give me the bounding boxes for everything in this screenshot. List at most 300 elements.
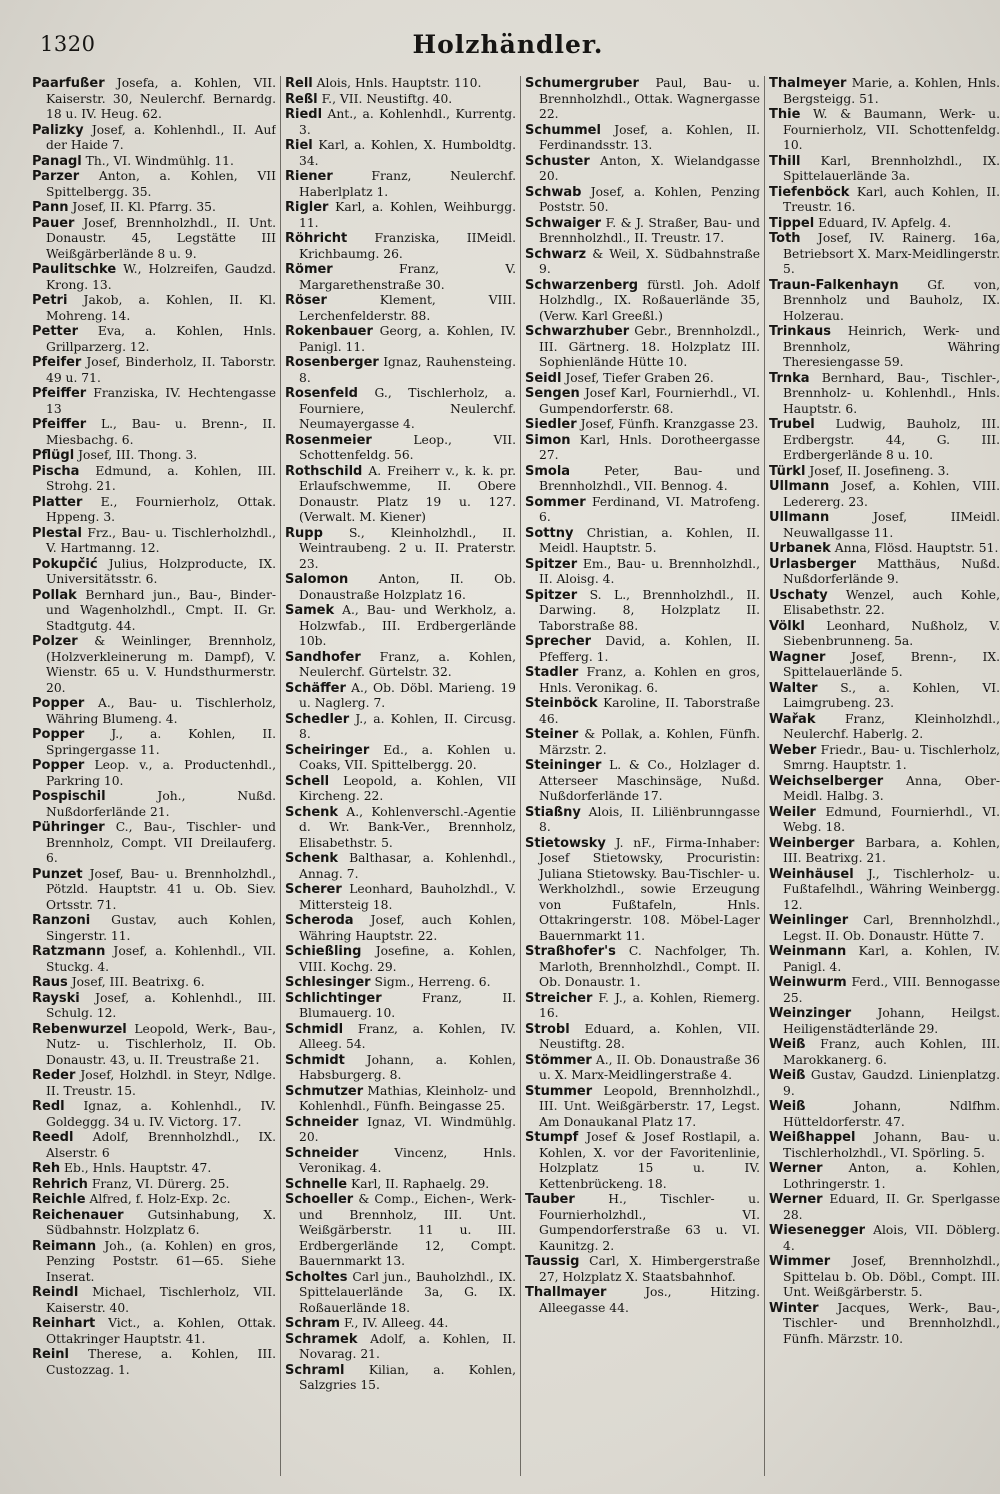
directory-entry (32, 727, 276, 758)
directory-entry (769, 619, 1000, 650)
directory-entry (769, 1068, 1000, 1099)
entry-name: Weiß (769, 1068, 806, 1083)
entry-details: Kilian, a. Kohlen, Salzgries 15. (299, 1362, 516, 1392)
entry-details: Alfred, f. Holz-Exp. 2c. (89, 1192, 231, 1206)
directory-entry (32, 1130, 276, 1161)
entry-name: Thill (769, 153, 801, 169)
entry-name: Straßhofer's (525, 944, 616, 959)
directory-entry (525, 433, 760, 464)
entry-details: Ignaz, Rauhensteing. 8. (299, 355, 516, 385)
directory-entry (32, 417, 276, 448)
directory-entry (525, 386, 760, 417)
entry-details: A., II. Ob. Donaustraße 36 u. X. Marx-Meidlingerstraße 4. (539, 1052, 760, 1082)
entry-details: Johann, Heilgst. Heiligenstädterlände 29. (783, 1006, 1000, 1036)
entry-name: Reßl (285, 91, 318, 107)
entry-name: Pfeiffer (32, 386, 87, 401)
entry-details: L., Bau- u. Brenn-, II. Miesbachg. 6. (46, 417, 276, 447)
entry-details: J. nF., Firma-Inhaber: Josef Stietowsky, Procuristin: Juliana Stietowsky. Bau-Tischler- u. Werkholzhdl., sowie Erzeugung von Fußtafeln, Hnls. Ottakringerstr. 108. Möbel-Lager Bauernmarkt 11. (539, 835, 760, 943)
entry-details: Josef, a. Kohlenhdl., III. Schulg. 12. (46, 990, 276, 1020)
entry-details: Ant., a. Kohlenhdl., Kurrentg. 3. (299, 107, 516, 137)
directory-entry (285, 355, 516, 386)
entry-name: Trinkaus (769, 324, 831, 339)
directory-entry (769, 1037, 1000, 1068)
entry-name: Stiaßny (525, 804, 581, 820)
entry-name: Schießling (285, 944, 362, 959)
entry-name: Rayski (32, 990, 80, 1006)
entry-details: Ferd., VIII. Bennogasse 25. (783, 975, 1000, 1005)
directory-entry (32, 789, 276, 820)
entry-details: W. & Baumann, Werk- u. Fournierholz, VII. Schottenfeldg. 10. (783, 107, 1000, 152)
entry-name: Strobl (525, 1021, 570, 1037)
entry-details: Leonhard, Nußholz, V. Siebenbrunneng. 5a. (783, 618, 1000, 648)
entry-name: Pfeiffer (32, 417, 87, 432)
entry-name: Ullmann (769, 479, 830, 494)
entry-name: Trnka (769, 370, 810, 386)
directory-entry (285, 386, 516, 433)
entry-name: Petri (32, 293, 68, 308)
entry-details: Franz, VI. Dürerg. 25. (91, 1176, 230, 1191)
directory-entry (32, 355, 276, 386)
entry-details: Josef, Holzhdl. in Steyr, Ndlge. II. Treustr. 15. (46, 1068, 276, 1098)
directory-entry (525, 154, 760, 185)
entry-name: Wimmer (769, 1254, 831, 1269)
directory-entry (32, 495, 276, 526)
entry-name: Ratzmann (32, 944, 106, 959)
entry-details: A. Freiherr v., k. k. pr. Erlaufschwemme, II. Obere Donaustr. Platz 19 u. 127. (Verwalt. M. Kiener) (299, 463, 516, 524)
entry-name: Röhricht (285, 231, 348, 246)
entry-details: & Comp., Eichen-, Werk- und Brennholz, III. Unt. Weißgärberstr. 11 u. III. Erdbergerlände 12, Compt. Bauernmarkt 13. (299, 1192, 516, 1268)
entry-name: Schummel (525, 122, 601, 138)
directory-entry (32, 1099, 276, 1130)
entry-details: Carl jun., Bauholzhdl., IX. Spittelauerlände 3a, G. IX. Roßauerlände 18. (299, 1269, 516, 1315)
entry-details: A., Ob. Döbl. Marieng. 19 u. Naglerg. 7. (299, 680, 516, 710)
entry-details: Josef, Tiefer Graben 26. (565, 370, 714, 385)
directory-entry (525, 758, 760, 805)
entry-details: Franz, II. Blumauerg. 10. (299, 990, 516, 1020)
entry-name: Scholtes (285, 1269, 348, 1285)
entry-name: Stumpf (525, 1130, 579, 1145)
directory-entry (32, 154, 276, 170)
directory-entry (525, 247, 760, 278)
directory-entry (32, 76, 276, 123)
entry-name: Weinlinger (769, 913, 849, 928)
entry-name: Sottny (525, 525, 574, 541)
entry-name: Schlesinger (285, 975, 371, 990)
entry-name: Urlasberger (769, 556, 857, 572)
entry-details: Josef Karl, Fournierhdl., VI. Gumpendorferstr. 68. (539, 386, 760, 416)
directory-entry (525, 371, 760, 387)
entry-name: Popper (32, 727, 85, 742)
entry-name: Paarfußer (32, 76, 105, 91)
directory-entry (32, 696, 276, 727)
directory-entry (285, 1270, 516, 1317)
directory-entry (769, 1099, 1000, 1130)
directory-entry (285, 293, 516, 324)
entry-details: Josef, auch Kohlen, Währing Hauptstr. 22. (299, 913, 516, 943)
entry-details: Eduard, a. Kohlen, VII. Neustiftg. 28. (539, 1021, 760, 1051)
entry-name: Tiefenböck (769, 184, 850, 200)
entry-name: Plestal (32, 525, 82, 541)
entry-name: Pfeifer (32, 355, 82, 370)
directory-entry (769, 154, 1000, 185)
entry-details: Karl, a. Kohlen, Weihburgg. 11. (299, 200, 516, 230)
directory-entry (285, 743, 516, 774)
entry-name: Reichle (32, 1192, 86, 1207)
entry-name: Platter (32, 494, 83, 510)
entry-details: G., Tischlerholz, a. Fourniere, Neulerchf. Neumayergasse 4. (299, 386, 516, 431)
entry-details: Josef, a. Kohlenhdl., VII. Stuckg. 4. (46, 944, 276, 974)
directory-entry (285, 1084, 516, 1115)
entry-details: Michael, Tischlerholz, VII. Kaiserstr. 40. (46, 1285, 276, 1315)
entry-name: Smola (525, 463, 571, 479)
directory-entry (32, 464, 276, 495)
entry-details: H., Tischler- u. Fournierholzhdl., VI. Gumpendorferstraße 63 u. VI. Kaunitzg. 2. (539, 1192, 760, 1253)
directory-entry (32, 1208, 276, 1239)
entry-name: Weber (769, 742, 817, 758)
entry-name: Sommer (525, 494, 586, 510)
entry-name: Toth (769, 231, 801, 246)
entry-name: Tippel (769, 215, 815, 231)
directory-entry (32, 262, 276, 293)
entry-details: Josef, Brennholzhdl., Spittelau b. Ob. Döbl., Compt. III. Unt. Weißgärberstr. 5. (783, 1254, 1000, 1299)
entry-name: Schoeller (285, 1192, 354, 1207)
entry-details: Georg, a. Kohlen, IV. Panigl. 11. (299, 324, 516, 354)
entry-details: Josef, IV. Rainerg. 16a, Betriebsort X. Marx-Meidlingerstr. 5. (783, 231, 1000, 276)
directory-entry (769, 216, 1000, 232)
directory-entry (32, 1022, 276, 1069)
directory-entry (525, 696, 760, 727)
entry-details: Balthasar, a. Kohlenhdl., Annag. 7. (299, 851, 516, 881)
directory-entry (285, 572, 516, 603)
column-4 (764, 76, 1000, 1476)
entry-details: Leopold, Werk-, Bau-, Nutz- u. Tischlerholz, II. Ob. Donaustr. 43, u. II. Treustraße 21. (46, 1021, 276, 1067)
entry-details: Eb., Hnls. Hauptstr. 47. (64, 1161, 212, 1175)
directory-entry (32, 867, 276, 914)
directory-entry (285, 262, 516, 293)
directory-entry (32, 991, 276, 1022)
entry-name: Schwarzenberg (525, 277, 638, 293)
entry-name: Völkl (769, 618, 805, 634)
entry-details: Joh., Nußd. Nußdorferlände 21. (46, 789, 276, 819)
entry-details: Alois, II. Liliënbrunngasse 8. (539, 804, 760, 834)
directory-entry (525, 588, 760, 635)
entry-details: Bernhard jun., Bau-, Binder- und Wagenholzhdl., Cmpt. II. Gr. Stadtgutg. 44. (46, 587, 276, 633)
entry-name: Weinmann (769, 944, 847, 959)
entry-details: Karoline, II. Taborstraße 46. (539, 696, 760, 726)
entry-name: Uschaty (769, 587, 828, 603)
entry-name: Winter (769, 1300, 819, 1316)
entry-details: Josef, II. Josefineng. 3. (809, 463, 950, 478)
entry-details: S., a. Kohlen, VI. Laimgrubeng. 23. (783, 680, 1000, 710)
entry-name: Urbanek (769, 541, 831, 556)
entry-details: & Weil, X. Südbahnstraße 9. (539, 246, 760, 276)
entry-name: Pann (32, 200, 69, 215)
entry-details: Leopold, a. Kohlen, VII Kircheng. 22. (299, 773, 516, 803)
entry-details: Anna, Ober-Meidl. Halbg. 3. (783, 773, 1000, 803)
entry-name: Schenk (285, 804, 339, 820)
entry-details: Josef, Bau- u. Brennholzhdl., Pötzld. Hauptstr. 41 u. Ob. Siev. Ortsstr. 71. (46, 866, 276, 912)
page-number: 1320 (40, 32, 96, 56)
entry-name: Traun-Falkenhayn (769, 277, 899, 293)
directory-entry (769, 464, 1000, 480)
entry-details: Karl, Brennholzhdl., IX. Spittelauerlände 3a. (783, 153, 1000, 183)
entry-name: Thie (769, 107, 801, 122)
entry-name: Reh (32, 1161, 61, 1176)
entry-details: Franziska, IV. Hechtengasse 13 (46, 386, 276, 416)
entry-name: Türkl (769, 463, 806, 479)
entry-name: Pflügl (32, 448, 75, 463)
entry-name: Reder (32, 1068, 76, 1083)
directory-entry (769, 743, 1000, 774)
entry-details: Anton, II. Ob. Donaustraße Holzplatz 16. (299, 572, 516, 602)
directory-entry (525, 526, 760, 557)
entry-details: Anton, a. Kohlen, Lothringerstr. 1. (783, 1161, 1000, 1191)
directory-entry (769, 1130, 1000, 1161)
entry-details: Leop. v., a. Productenhdl., Parkring 10. (46, 758, 276, 788)
entry-details: F., VII. Neustiftg. 40. (321, 91, 453, 106)
entry-name: Popper (32, 696, 85, 711)
directory-entry (525, 1192, 760, 1254)
entry-details: S., Kleinholzhdl., II. Weintraubeng. 2 u. II. Praterstr. 23. (299, 525, 516, 571)
directory-entry (769, 1301, 1000, 1348)
entry-details: F., IV. Alleeg. 44. (343, 1316, 449, 1330)
entry-name: Weinhäusel (769, 866, 854, 882)
directory-entry (525, 1053, 760, 1084)
entry-details: Franz, Kleinholzhdl., Neulerchf. Haberlg. 2. (783, 711, 1000, 741)
entry-details: Gustav, auch Kohlen, Singerstr. 11. (46, 913, 276, 943)
directory-entry (769, 588, 1000, 619)
entry-name: Weinzinger (769, 1006, 852, 1021)
directory-entry (769, 944, 1000, 975)
directory-entry (285, 805, 516, 852)
entry-details: S. L., Brennholzhdl., II. Darwing. 8, Holzplatz II. Taborstraße 88. (539, 587, 760, 633)
entry-details: Alois, VII. Döblerg. 4. (783, 1223, 1000, 1253)
entry-name: Weißhappel (769, 1130, 856, 1145)
entry-details: J., a. Kohlen, II. Circusg. 8. (299, 711, 516, 741)
entry-details: & Pollak, a. Kohlen, Fünfh. Märzstr. 2. (539, 727, 760, 757)
entry-name: Pühringer (32, 820, 105, 835)
directory-entry (32, 293, 276, 324)
entry-name: Reinhart (32, 1316, 96, 1331)
entry-details: Wenzel, auch Kohle, Elisabethstr. 22. (783, 587, 1000, 617)
entry-details: Johann, Ndlfhm. Hütteldorferstr. 47. (783, 1099, 1000, 1129)
entry-name: Schram (285, 1316, 341, 1331)
entry-name: Reimann (32, 1238, 97, 1254)
entry-name: Schuster (525, 153, 590, 169)
entry-name: Rigler (285, 200, 329, 215)
entry-details: Therese, a. Kohlen, III. Custozzag. 1. (46, 1347, 276, 1377)
entry-details: Franz, V. Margarethenstraße 30. (299, 262, 516, 292)
directory-entry (32, 1177, 276, 1193)
entry-name: Pauer (32, 215, 75, 231)
entry-name: Schraml (285, 1362, 345, 1378)
entry-details: Adolf, Brennholzhdl., IX. Alserstr. 6 (46, 1130, 276, 1160)
entry-name: Pospischil (32, 789, 106, 804)
directory-entry (285, 1316, 516, 1332)
entry-details: E., Fournierholz, Ottak. Hppeng. 3. (46, 494, 276, 524)
directory-entry (32, 557, 276, 588)
entry-details: Karl, a. Kohlen, IV. Panigl. 4. (783, 944, 1000, 974)
directory-entry (285, 169, 516, 200)
entry-name: Samek (285, 603, 335, 618)
directory-entry (285, 231, 516, 262)
entry-details: Adolf, a. Kohlen, II. Novarag. 21. (299, 1331, 516, 1361)
entry-details: Josef & Josef Rostlapil, a. Kohlen, X. vor der Favoritenlinie, Holzplatz 15 u. IV. Kettenbrückeng. 18. (539, 1130, 760, 1191)
directory-entry (32, 820, 276, 867)
directory-entry (769, 510, 1000, 541)
entry-details: Bernhard, Bau-, Tischler-, Brennholz- u. Kohlenhdl., Hnls. Hauptstr. 6. (783, 370, 1000, 416)
entry-name: Werner (769, 1192, 823, 1207)
entry-details: Friedr., Bau- u. Tischlerholz, Smrng. Hauptstr. 1. (783, 742, 1000, 772)
directory-entry (525, 216, 760, 247)
entry-name: Schäffer (285, 680, 346, 696)
entry-name: Schneider (285, 1145, 359, 1161)
entry-details: Marie, a. Kohlen, Hnls. Bergsteigg. 51. (783, 76, 1000, 106)
directory-entry (285, 975, 516, 991)
entry-name: Scheroda (285, 913, 354, 928)
directory-entry (285, 851, 516, 882)
entry-details: J., Tischlerholz- u. Fußtafelhdl., Währing Weinbergg. 12. (783, 866, 1000, 912)
directory-entry (525, 727, 760, 758)
entry-name: Wiesenegger (769, 1223, 866, 1238)
directory-entry (285, 882, 516, 913)
entry-details: Eduard, II. Gr. Sperlgasse 28. (783, 1192, 1000, 1222)
entry-details: Franz, a. Kohlen en gros, Hnls. Veronikag. 6. (539, 665, 760, 695)
entry-details: Franziska, IIMeidl. Krichbaumg. 26. (299, 231, 516, 261)
entry-name: Weiler (769, 804, 816, 820)
directory-entry (525, 123, 760, 154)
entry-details: A., Bau- und Werkholz, a. Holzwfab., III. Erdbergerlände 10b. (299, 603, 516, 648)
entry-name: Stummer (525, 1083, 593, 1099)
directory-entry (32, 758, 276, 789)
entry-name: Schell (285, 773, 330, 789)
directory-entry (285, 92, 516, 108)
entry-name: Schwab (525, 184, 582, 200)
directory-entry (285, 1022, 516, 1053)
entry-name: Weiß (769, 1037, 806, 1052)
entry-name: Thallmayer (525, 1285, 607, 1300)
entry-details: Edmund, Fournierhdl., VI. Webg. 18. (783, 804, 1000, 834)
entry-name: Paulitschke (32, 262, 117, 277)
entry-details: Barbara, a. Kohlen, III. Beatrixg. 21. (783, 835, 1000, 865)
directory-entry (525, 805, 760, 836)
directory-entry (285, 603, 516, 650)
directory-entry (32, 1068, 276, 1099)
entry-details: Josef, a. Kohlenhdl., II. Auf der Haide 7. (46, 122, 276, 152)
entry-name: Rell (285, 76, 313, 91)
entry-name: Scheiringer (285, 742, 370, 758)
entry-name: Streicher (525, 990, 593, 1006)
entry-name: Schlichtinger (285, 990, 382, 1006)
directory-entry (285, 991, 516, 1022)
entry-details: Josef, IIMeidl. Neuwallgasse 11. (783, 510, 1000, 540)
column-2 (280, 76, 516, 1476)
directory-entry (32, 588, 276, 635)
directory-entry (769, 913, 1000, 944)
entry-details: Ludwig, Bauholz, III. Erdbergstr. 44, G. III. Erdbergerlände 8 u. 10. (783, 417, 1000, 462)
entry-details: Carl, X. Himbergerstraße 27, Holzplatz X. Staatsbahnhof. (539, 1254, 760, 1284)
entry-details: L. & Co., Holzlager d. Atterseer Maschinsäge, Nußd. Nußdorferlände 17. (539, 758, 760, 803)
page-header (32, 30, 984, 70)
directory-entry (525, 557, 760, 588)
entry-details: Frz., Bau- u. Tischlerholzhdl., V. Hartmanng. 12. (46, 525, 276, 555)
directory-entry (525, 495, 760, 526)
page-title: Holzhändler. (412, 30, 604, 59)
entry-name: Schedler (285, 711, 350, 727)
entry-name: Raus (32, 975, 68, 990)
directory-entry (32, 913, 276, 944)
directory-entry (32, 200, 276, 216)
entry-name: Petter (32, 324, 79, 339)
column-3 (520, 76, 760, 1476)
directory-entry (285, 200, 516, 231)
directory-entry (769, 541, 1000, 557)
entry-details: Vict., a. Kohlen, Ottak. Ottakringer Hauptstr. 41. (46, 1316, 276, 1346)
entry-name: Stömmer (525, 1052, 592, 1068)
directory-entry (769, 371, 1000, 418)
entry-details: Ferdinand, VI. Matrofeng. 6. (539, 494, 760, 524)
directory-entry (285, 712, 516, 743)
entry-name: Popper (32, 758, 85, 773)
entry-name: Pollak (32, 587, 77, 603)
entry-name: Rothschild (285, 463, 363, 479)
directory-entry (285, 1177, 516, 1193)
entry-name: Reindl (32, 1285, 79, 1300)
entry-name: Spitzer (525, 587, 578, 603)
entry-name: Tauber (525, 1192, 575, 1207)
entry-name: Steininger (525, 758, 602, 773)
entry-details: Julius, Holzproducte, IX. Universitätsstr. 6. (46, 556, 276, 586)
entry-details: A., Kohlenverschl.-Agentie d. Wr. Bank-Ver., Brennholz, Elisabethstr. 5. (299, 804, 516, 850)
entry-name: Taussig (525, 1254, 580, 1269)
directory-entry (285, 913, 516, 944)
entry-details: fürstl. Joh. Adolf Holzhdlg., IX. Roßauerlände 35, (Verw. Karl Greeßl.) (539, 277, 760, 323)
directory-entry (285, 1115, 516, 1146)
entry-details: Anton, a. Kohlen, VII Spittelbergg. 35. (46, 169, 276, 199)
entry-name: Schmutzer (285, 1083, 364, 1099)
directory-entry (525, 324, 760, 371)
entry-details: Josef, Binderholz, II. Taborstr. 49 u. 71. (46, 355, 276, 385)
entry-details: Franz, Neulerchf. Haberlplatz 1. (299, 169, 516, 199)
directory-entry (32, 216, 276, 263)
entry-name: Ullmann (769, 510, 830, 525)
entry-details: Josef, III. Beatrixg. 6. (71, 975, 205, 989)
directory-entry (525, 836, 760, 945)
entry-details: Josefine, a. Kohlen, VIII. Kochg. 29. (299, 944, 516, 974)
entry-name: Wařak (769, 711, 816, 727)
directory-entry (769, 557, 1000, 588)
entry-details: Joh., (a. Kohlen) en gros, Penzing Poststr. 61—65. Siehe Inserat. (46, 1238, 276, 1284)
entry-details: Th., VI. Windmühlg. 11. (85, 153, 234, 168)
directory-entry (525, 278, 760, 325)
directory-entry (285, 76, 516, 92)
entry-name: Scherer (285, 882, 342, 897)
directory-entry (32, 975, 276, 991)
entry-details: Josef, II. Kl. Pfarrg. 35. (72, 200, 216, 214)
entry-details: Anna, Flösd. Hauptstr. 51. (834, 541, 999, 555)
directory-entry (769, 1254, 1000, 1301)
entry-name: Salomon (285, 572, 349, 587)
entry-details: Carl, Brennholzhdl., Legst. II. Ob. Donaustr. Hütte 7. (783, 913, 1000, 943)
entry-details: Josef, Fünfh. Kranzgasse 23. (580, 417, 759, 431)
entry-name: Walter (769, 680, 818, 696)
entry-details: Franz, a. Kohlen, Neulerchf. Gürtelstr. 32. (299, 649, 516, 679)
entry-details: Franz, a. Kohlen, IV. Alleeg. 54. (299, 1021, 516, 1051)
entry-details: Mathias, Kleinholz- und Kohlenhdl., Fünfh. Beingasse 25. (299, 1083, 516, 1113)
directory-entry (525, 665, 760, 696)
directory-entry (285, 1146, 516, 1177)
directory-entry (285, 1053, 516, 1084)
